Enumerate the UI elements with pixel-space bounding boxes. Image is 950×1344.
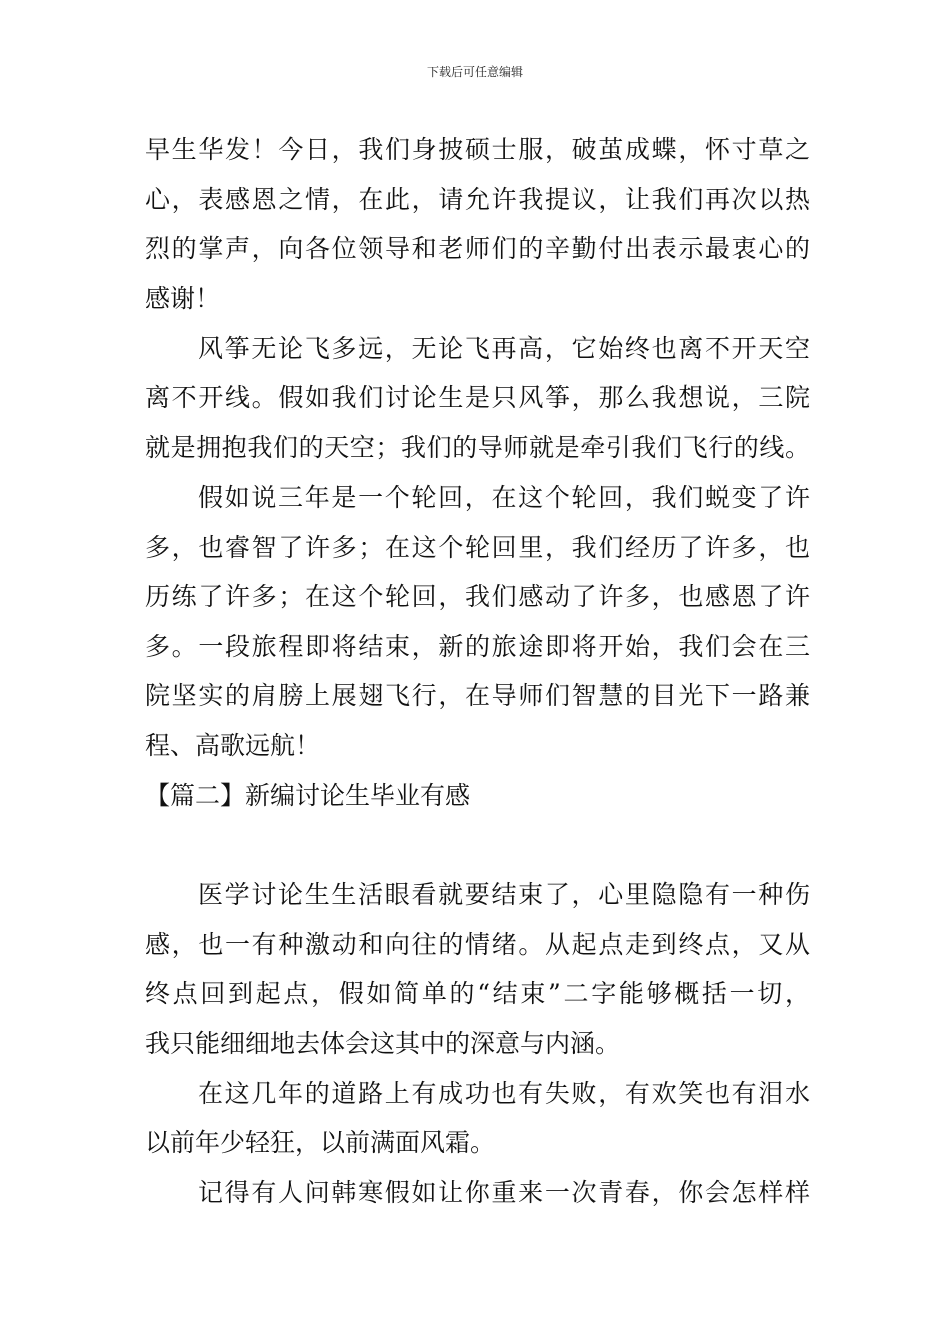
body-line: 感，也一有种激动和向往的情绪。从起点走到终点，又从 — [145, 930, 810, 959]
section-heading: 【篇二】新编讨论生毕业有感 — [145, 781, 471, 810]
body-line: 程、高歌远航！ — [145, 731, 321, 760]
body-line: 多。一段旅程即将结束，新的旅途即将开始，我们会在三 — [145, 632, 810, 661]
body-line: 就是拥抱我们的天空；我们的导师就是牵引我们飞行的线。 — [145, 433, 810, 462]
body-line: 感谢！ — [145, 284, 221, 313]
body-line: 多，也睿智了许多；在这个轮回里，我们经历了许多，也 — [145, 533, 810, 562]
body-line: 院坚实的肩膀上展翅飞行，在导师们智慧的目光下一路兼 — [145, 681, 810, 710]
body-line: 我只能细细地去体会这其中的深意与内涵。 — [145, 1029, 621, 1058]
body-line: 历练了许多；在这个轮回，我们感动了许多，也感恩了许 — [145, 582, 810, 611]
body-line: 假如说三年是一个轮回，在这个轮回，我们蜕变了许 — [198, 483, 810, 512]
body-line: 烈的掌声，向各位领导和老师们的辛勤付出表示最衷心的 — [145, 234, 810, 263]
body-line: 在这几年的道路上有成功也有失败，有欢笑也有泪水 — [198, 1079, 810, 1108]
body-line: 记得有人问韩寒假如让你重来一次青春，你会怎样样 — [198, 1178, 810, 1207]
body-line: 早生华发！今日，我们身披硕士服，破茧成蝶，怀寸草之 — [145, 135, 810, 164]
body-line: 离不开线。假如我们讨论生是只风筝，那么我想说，三院 — [145, 383, 810, 412]
body-line: 终点回到起点，假如简单的“结束”二字能够概括一切， — [145, 979, 810, 1008]
page-header: 下载后可任意编辑 — [426, 65, 523, 79]
body-line: 医学讨论生生活眼看就要结束了，心里隐隐有一种伤 — [198, 880, 810, 909]
body-line: 风筝无论飞多远，无论飞再高，它始终也离不开天空 — [198, 334, 810, 363]
body-line: 以前年少轻狂，以前满面风霜。 — [145, 1128, 496, 1157]
body-line: 心，表感恩之情，在此，请允许我提议，让我们再次以热 — [145, 185, 810, 214]
